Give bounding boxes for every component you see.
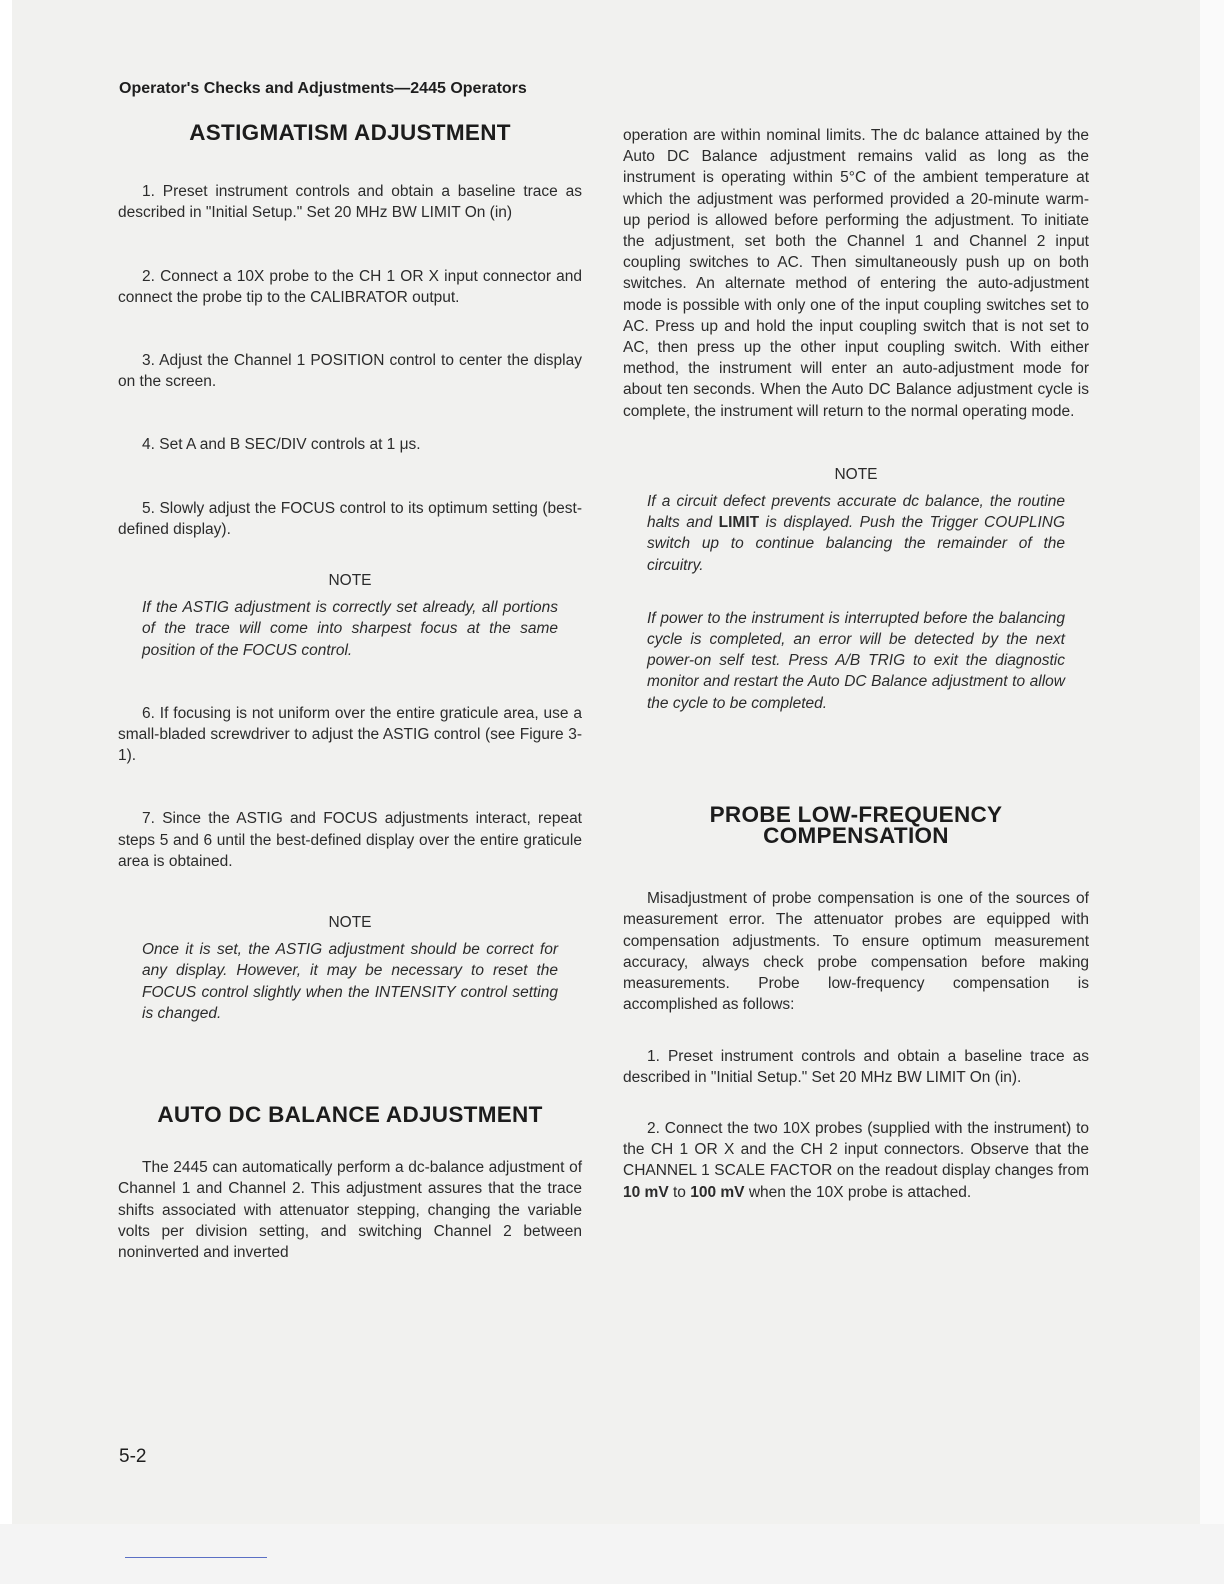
- page-margin-right: [1200, 0, 1224, 1524]
- probe-step-2-post: when the 10X probe is attached.: [744, 1183, 972, 1201]
- note-2-title: NOTE: [328, 914, 372, 932]
- bottom-link-rule: [125, 1557, 267, 1558]
- limit-keyword: LIMIT: [718, 514, 760, 532]
- probe-step-2: [623, 1118, 1089, 1203]
- astig-step-5: 5. Slowly adjust the FOCUS control to its optimum setting (best-defined display).: [118, 499, 582, 538]
- probe-compensation-heading-line-1: PROBE LOW-FREQUENCY: [709, 801, 1003, 827]
- running-header: Operator's Checks and Adjustments—2445 Operators: [119, 80, 527, 97]
- auto-dc-continued-paragraph: operation are within nominal limits. The dc balance attained by the Auto DC Balance adjustment remains valid as long as the instrument is operating within 5°C of the ambient temperature at which the adjustment was performed provided a 20-minute warm-up period is allowed before performing the adjustment. To initiate the adjustment, set both the Channel 1 and Channel 2 input coupling switches to AC. Then simultaneously push up on both switches. An alternate method of entering the auto-adjustment mode is possible with only one of the input coupling switches set to AC. Press up and hold the input coupling switch that is not set to AC, then press up the other input coupling switch. With either method, the instrument will enter an auto-adjustment mode for about ten seconds. When the Auto DC Balance adjustment cycle is complete, the instrument will return to the normal operating mode.: [623, 127, 1089, 420]
- note-3-text-2: If power to the instrument is interrupted before the balancing cycle is completed, an error will be detected by the next power-on self test. Press A/B TRIG to exit the diagnostic monitor and restart the Auto DC Balance adjustment to allow the cycle to be completed.: [647, 609, 1065, 712]
- auto-dc-balance-heading: AUTO DC BALANCE ADJUSTMENT: [157, 1102, 543, 1128]
- astig-step-7: 7. Since the ASTIG and FOCUS adjustments interact, repeat steps 5 and 6 until the best-defined display over the entire graticule area is obtained.: [118, 810, 582, 870]
- probe-step-2-mid: to: [668, 1183, 691, 1201]
- note-3-text: [623, 491, 1089, 576]
- note-2-text: Once it is set, the ASTIG adjustment should be correct for any display. However, it may be necessary to reset the FOCUS control slightly when the INTENSITY control setting is changed.: [142, 941, 558, 1022]
- note-3-text-post: is displayed. Push the Trigger COUPLING switch up to continue balancing the remainder of the circuitry.: [647, 514, 1065, 574]
- astigmatism-heading: ASTIGMATISM ADJUSTMENT: [189, 120, 511, 145]
- astig-step-3: 3. Adjust the Channel 1 POSITION control to center the display on the screen.: [118, 352, 582, 391]
- note-3-title: NOTE: [834, 465, 878, 483]
- right-column: [623, 125, 1089, 1203]
- astig-step-2: 2. Connect a 10X probe to the CH 1 OR X input connector and connect the probe tip to the CALIBRATOR output.: [118, 267, 582, 306]
- note-1-text: If the ASTIG adjustment is correctly set already, all portions of the trace will come into sharpest focus at the same position of the FOCUS control.: [142, 599, 558, 659]
- note-3-text-pre: If a circuit defect prevents accurate dc balance, the routine halts and: [647, 493, 1065, 532]
- left-column: [118, 120, 582, 1263]
- note-1-title: NOTE: [328, 572, 372, 590]
- value-100mv: 100 mV: [690, 1183, 745, 1201]
- astig-step-6: 6. If focusing is not uniform over the entire graticule area, use a small-bladed screwdriver to adjust the ASTIG control (see Figure 3-1).: [118, 704, 582, 765]
- page-bottom-strip: [0, 1524, 1224, 1584]
- probe-step-1: 1. Preset instrument controls and obtain a baseline trace as described in "Initial Setup." Set 20 MHz BW LIMIT On (in).: [623, 1047, 1089, 1086]
- auto-dc-balance-paragraph: The 2445 can automatically perform a dc-balance adjustment of Channel 1 and Channel 2. This adjustment assures that the trace shifts associated with attenuator stepping, changing the variable volts per division setting, and switching Channel 2 between noninverted and inverted: [118, 1159, 582, 1262]
- probe-step-2-pre: 2. Connect the two 10X probes (supplied with the instrument) to the CH 1 OR X and the CH 2 input connectors. Observe that the CHANNEL 1 SCALE FACTOR on the readout display changes from: [623, 1119, 1089, 1180]
- probe-compensation-paragraph: Misadjustment of probe compensation is one of the sources of measurement error. The attenuator probes are equipped with compensation adjustments. To ensure optimum measurement accuracy, always check probe compensation before making measurements. Probe low-frequency compensation is accomplished as follows:: [623, 890, 1089, 1014]
- probe-compensation-heading-line-2: COMPENSATION: [763, 823, 949, 849]
- astig-step-4: 4. Set A and B SEC/DIV controls at 1 μs.: [142, 436, 421, 454]
- value-10mv: 10 mV: [623, 1183, 669, 1201]
- astig-step-1: 1. Preset instrument controls and obtain a baseline trace as described in "Initial Setup." Set 20 MHz BW LIMIT On (in): [118, 183, 582, 222]
- page-number: 5-2: [119, 1446, 147, 1467]
